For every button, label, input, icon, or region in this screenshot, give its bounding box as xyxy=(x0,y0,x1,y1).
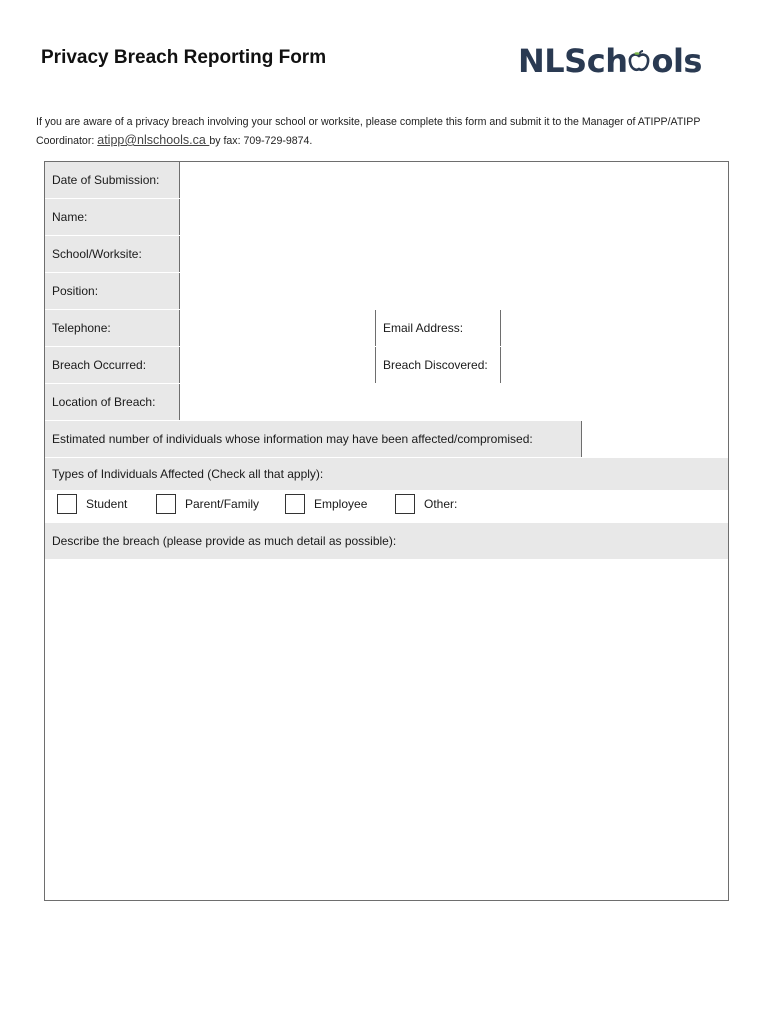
label-breach-occurred: Breach Occurred: xyxy=(45,347,179,383)
position-input[interactable] xyxy=(179,273,728,309)
label-school-worksite: School/Worksite: xyxy=(45,236,179,272)
types-checkbox-group xyxy=(45,490,728,523)
label-describe-breach: Describe the breach (please provide as much detail as possible): xyxy=(45,523,728,559)
parent-family-checkbox[interactable] xyxy=(156,494,176,514)
label-name: Name: xyxy=(45,199,179,235)
row-name xyxy=(45,199,728,237)
name-input[interactable] xyxy=(179,199,728,235)
row-breach-dates xyxy=(45,347,728,385)
email-link[interactable]: atipp@nlschools.ca xyxy=(97,133,210,147)
label-email-address: Email Address: xyxy=(375,310,500,346)
student-checkbox[interactable] xyxy=(57,494,77,514)
location-of-breach-input[interactable] xyxy=(179,384,728,420)
label-location-of-breach: Location of Breach: xyxy=(45,384,179,420)
label-position: Position: xyxy=(45,273,179,309)
option-other[interactable] xyxy=(395,494,457,514)
email-address-input[interactable] xyxy=(500,310,728,346)
label-estimated-number: Estimated number of individuals whose information may have been affected/compromised: xyxy=(45,421,581,457)
row-location xyxy=(45,384,728,422)
breach-occurred-input[interactable] xyxy=(179,347,375,383)
row-estimated xyxy=(45,421,728,459)
describe-breach-textarea[interactable] xyxy=(45,559,728,900)
label-types-affected: Types of Individuals Affected (Check all that apply): xyxy=(45,458,728,490)
row-date xyxy=(45,162,728,200)
breach-form xyxy=(44,161,729,901)
nlschools-logo xyxy=(518,38,708,84)
form-title: Privacy Breach Reporting Form xyxy=(41,47,327,68)
row-position xyxy=(45,273,728,311)
intro-text: If you are aware of a privacy breach involving your school or worksite, please complete this form and submit it to the Manager of ATIPP/ATIPP Coordinator: xyxy=(36,116,701,147)
breach-discovered-input[interactable] xyxy=(500,347,728,383)
option-employee[interactable] xyxy=(285,494,367,514)
estimated-number-input[interactable] xyxy=(581,421,728,457)
intro-paragraph xyxy=(36,113,736,150)
intro-fax: by fax: 709-729-9874. xyxy=(209,135,313,147)
other-label: Other: xyxy=(424,497,458,511)
logo-nl: NL xyxy=(518,42,565,80)
label-breach-discovered: Breach Discovered: xyxy=(375,347,500,383)
row-telephone xyxy=(45,310,728,348)
logo-ols: ols xyxy=(651,42,702,80)
option-student[interactable] xyxy=(57,494,127,514)
school-worksite-input[interactable] xyxy=(179,236,728,272)
label-date-of-submission: Date of Submission: xyxy=(45,162,179,198)
option-parent-family[interactable] xyxy=(156,494,259,514)
telephone-input[interactable] xyxy=(179,310,375,346)
employee-checkbox[interactable] xyxy=(285,494,305,514)
date-of-submission-input[interactable] xyxy=(179,162,728,198)
apple-icon xyxy=(627,50,651,74)
employee-label: Employee xyxy=(314,497,368,511)
parent-family-label: Parent/Family xyxy=(185,497,260,511)
student-label: Student xyxy=(86,497,128,511)
other-checkbox[interactable] xyxy=(395,494,415,514)
logo-sch: Sch xyxy=(564,42,628,80)
row-school xyxy=(45,236,728,274)
label-telephone: Telephone: xyxy=(45,310,179,346)
